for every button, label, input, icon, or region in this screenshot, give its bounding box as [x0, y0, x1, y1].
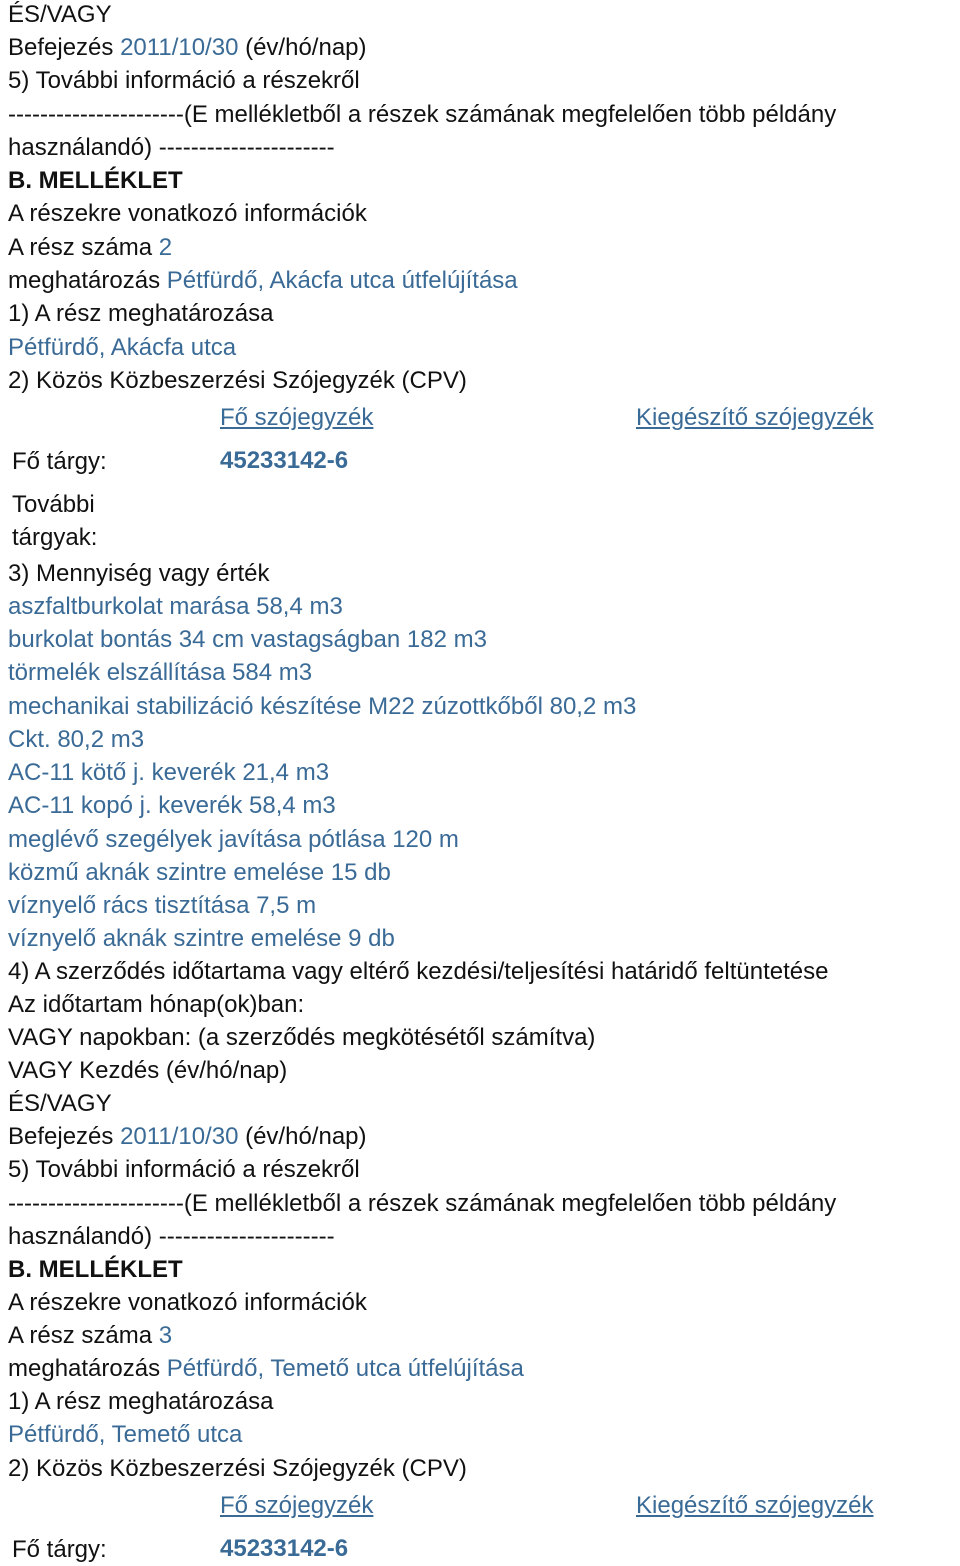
mennyiseg-item: víznyelő rács tisztítása 7,5 m [8, 892, 317, 919]
idotartam-title-2: 4) A szerződés időtartama vagy eltérő kezdési/teljesítési határidő feltüntetése [8, 958, 829, 985]
mennyiseg-item: AC-11 kötő j. keverék 21,4 m3 [8, 759, 330, 786]
befejezes-unit: (év/hó/nap) [245, 34, 367, 61]
meghatarozas-label: meghatározás [8, 1355, 161, 1382]
es-vagy-2: ÉS/VAGY [8, 1090, 112, 1117]
befejezes-label: Befejezés [8, 34, 114, 61]
mennyiseg-item: Ckt. 80,2 m3 [8, 726, 145, 753]
befejezes-line-2 [8, 1122, 367, 1152]
melleklet-heading-2: B. MELLÉKLET [8, 167, 183, 194]
resz-szama-label: A rész száma [8, 234, 153, 261]
kezdes-2: VAGY Kezdés (év/hó/nap) [8, 1057, 288, 1084]
es-vagy-top: ÉS/VAGY [8, 1, 112, 28]
resz-szama-line-2 [8, 233, 172, 263]
befejezes-date: 2011/10/30 [120, 1123, 239, 1150]
mennyiseg-item: törmelék elszállítása 584 m3 [8, 659, 313, 686]
mennyiseg-item: meglévő szegélyek javítása pótlása 120 m [8, 826, 459, 853]
cpv-title-3: 2) Közös Közbeszerzési Szójegyzék (CPV) [8, 1455, 467, 1482]
kiegeszito-szojegyzek-header-3: Kiegészítő szójegyzék [636, 1492, 874, 1519]
mennyiseg-item: AC-11 kopó j. keverék 58,4 m3 [8, 792, 336, 819]
melleklet-heading-3: B. MELLÉKLET [8, 1256, 183, 1283]
resz-meghatarozasa-value-3: Pétfürdő, Temető utca [8, 1421, 243, 1448]
tovabbi-info-2: 5) További információ a részekről [8, 1156, 360, 1183]
info-title-2: A részekre vonatkozó információk [8, 200, 367, 227]
separator-line-2-2: használandó) ---------------------- [8, 1223, 335, 1250]
befejezes-line-top [8, 33, 367, 63]
meghatarozas-line-3 [8, 1354, 524, 1384]
separator-line-1-top: ----------------------(E mellékletből a részek számának megfelelően több példány [8, 101, 837, 128]
mennyiseg-item: víznyelő aknák szintre emelése 9 db [8, 925, 395, 952]
separator-line-1-2: ----------------------(E mellékletből a részek számának megfelelően több példány [8, 1190, 837, 1217]
resz-szama-value: 2 [158, 234, 173, 261]
idotartam-honap-2: Az időtartam hónap(ok)ban: [8, 991, 305, 1018]
resz-meghatarozasa-title-3: 1) A rész meghatározása [8, 1388, 274, 1415]
befejezes-label: Befejezés [8, 1123, 114, 1150]
fo-targy-label-3: Fő tárgy: [12, 1536, 107, 1563]
info-title-3: A részekre vonatkozó információk [8, 1289, 367, 1316]
kiegeszito-szojegyzek-header-2: Kiegészítő szójegyzék [636, 404, 874, 431]
resz-szama-value: 3 [158, 1322, 173, 1349]
mennyiseg-item: burkolat bontás 34 cm vastagságban 182 m3 [8, 626, 487, 653]
fo-szojegyzek-header-3: Fő szójegyzék [220, 1492, 374, 1519]
resz-szama-line-3 [8, 1321, 172, 1351]
befejezes-unit: (év/hó/nap) [245, 1123, 367, 1150]
resz-meghatarozasa-value-2: Pétfürdő, Akácfa utca [8, 334, 237, 361]
mennyiseg-item: közmű aknák szintre emelése 15 db [8, 859, 391, 886]
fo-targy-code-3: 45233142-6 [220, 1535, 349, 1562]
tovabbi-targyak-label-line1: További [12, 491, 95, 518]
separator-line-2-top: használandó) ---------------------- [8, 134, 335, 161]
fo-targy-label-2: Fő tárgy: [12, 448, 107, 475]
meghatarozas-label: meghatározás [8, 267, 161, 294]
tovabbi-targyak-label-line2: tárgyak: [12, 524, 98, 551]
cpv-title-2: 2) Közös Közbeszerzési Szójegyzék (CPV) [8, 367, 467, 394]
fo-szojegyzek-header-2: Fő szójegyzék [220, 404, 374, 431]
mennyiseg-item: mechanikai stabilizáció készítése M22 zúzottkőből 80,2 m3 [8, 693, 637, 720]
befejezes-date: 2011/10/30 [120, 34, 239, 61]
tovabbi-info-top: 5) További információ a részekről [8, 67, 360, 94]
idotartam-nap-2: VAGY napokban: (a szerződés megkötésétől számítva) [8, 1024, 596, 1051]
meghatarozas-value: Pétfürdő, Temető utca útfelújítása [166, 1355, 524, 1382]
mennyiseg-title-2: 3) Mennyiség vagy érték [8, 560, 270, 587]
resz-szama-label: A rész száma [8, 1322, 153, 1349]
meghatarozas-value: Pétfürdő, Akácfa utca útfelújítása [166, 267, 518, 294]
mennyiseg-item: aszfaltburkolat marása 58,4 m3 [8, 593, 343, 620]
fo-targy-code-2: 45233142-6 [220, 447, 349, 474]
meghatarozas-line-2 [8, 266, 518, 296]
resz-meghatarozasa-title-2: 1) A rész meghatározása [8, 300, 274, 327]
